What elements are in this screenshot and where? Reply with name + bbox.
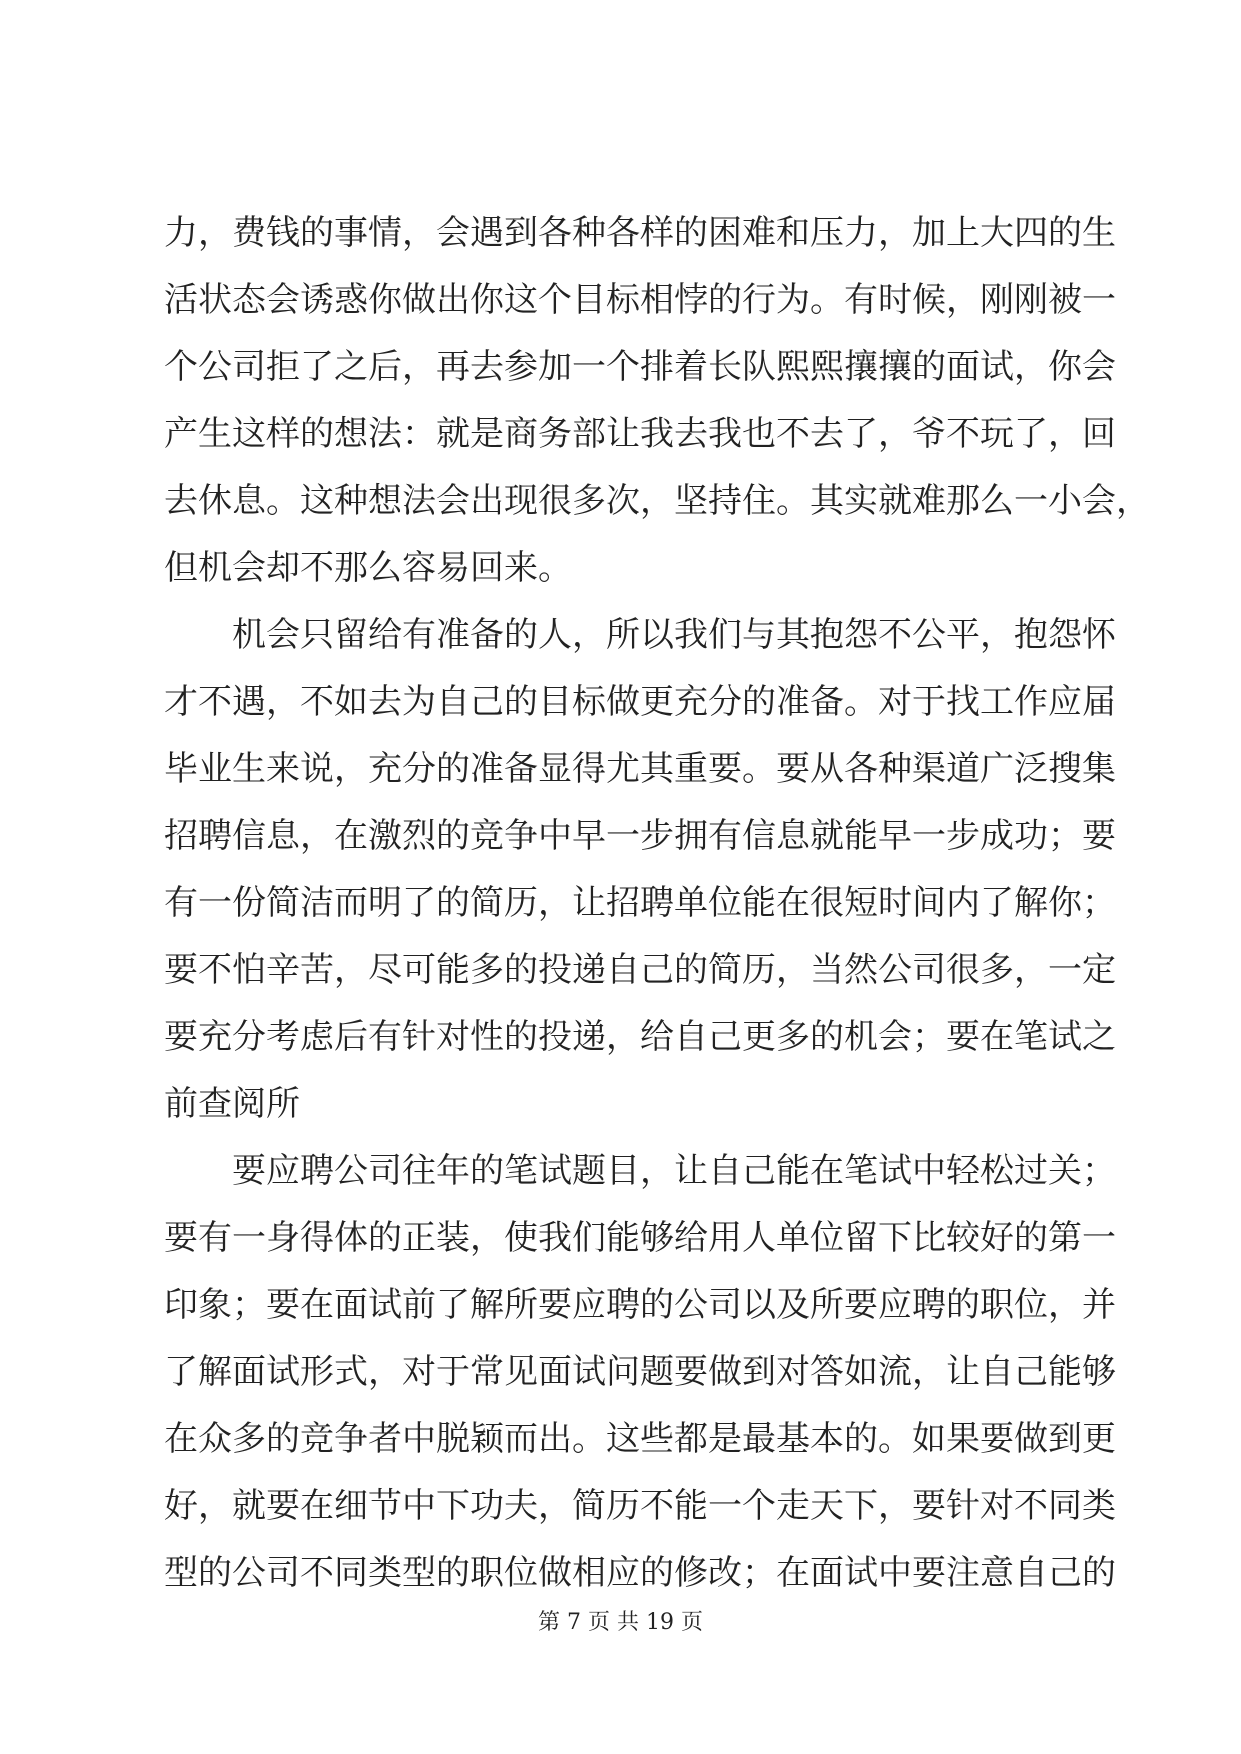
- paragraph-first-line: 要应聘公司往年的笔试题目，让自己能在笔试中轻松过关；: [232, 1151, 1116, 1191]
- text-line: 要不怕辛苦，尽可能多的投递自己的简历，当然公司很多，一定: [164, 950, 1116, 990]
- text-line: 去休息。这种想法会出现很多次，坚持住。其实就难那么一小会，: [164, 481, 1150, 521]
- text-line: 产生这样的想法：就是商务部让我去我也不去了，爷不玩了，回: [164, 414, 1116, 454]
- text-line: 前查阅所: [164, 1084, 300, 1124]
- text-line: 个公司拒了之后，再去参加一个排着长队熙熙攘攘的面试，你会: [164, 347, 1116, 387]
- text-line: 要有一身得体的正装，使我们能够给用人单位留下比较好的第一: [164, 1218, 1116, 1258]
- paragraph-first-line: 机会只留给有准备的人，所以我们与其抱怨不公平，抱怨怀: [232, 615, 1116, 655]
- text-line: 但机会却不那么容易回来。: [164, 548, 572, 588]
- text-line: 毕业生来说，充分的准备显得尤其重要。要从各种渠道广泛搜集: [164, 749, 1116, 789]
- text-line: 在众多的竞争者中脱颖而出。这些都是最基本的。如果要做到更: [164, 1419, 1116, 1459]
- text-line: 了解面试形式，对于常见面试问题要做到对答如流，让自己能够: [164, 1352, 1116, 1392]
- text-line: 要充分考虑后有针对性的投递，给自己更多的机会；要在笔试之: [164, 1017, 1116, 1057]
- text-line: 活状态会诱惑你做出你这个目标相悖的行为。有时候，刚刚被一: [164, 280, 1116, 320]
- page-number-footer: 第 7 页 共 19 页: [538, 1610, 703, 1635]
- text-line: 招聘信息，在激烈的竞争中早一步拥有信息就能早一步成功；要: [164, 816, 1116, 856]
- text-line: 型的公司不同类型的职位做相应的修改；在面试中要注意自己的: [164, 1553, 1116, 1593]
- text-line: 印象；要在面试前了解所要应聘的公司以及所要应聘的职位，并: [164, 1285, 1116, 1325]
- text-line: 有一份简洁而明了的简历，让招聘单位能在很短时间内了解你；: [164, 883, 1116, 923]
- text-line: 好，就要在细节中下功夫，简历不能一个走天下，要针对不同类: [164, 1486, 1116, 1526]
- text-line: 力，费钱的事情，会遇到各种各样的困难和压力，加上大四的生: [164, 213, 1116, 253]
- text-line: 才不遇，不如去为自己的目标做更充分的准备。对于找工作应届: [164, 682, 1116, 722]
